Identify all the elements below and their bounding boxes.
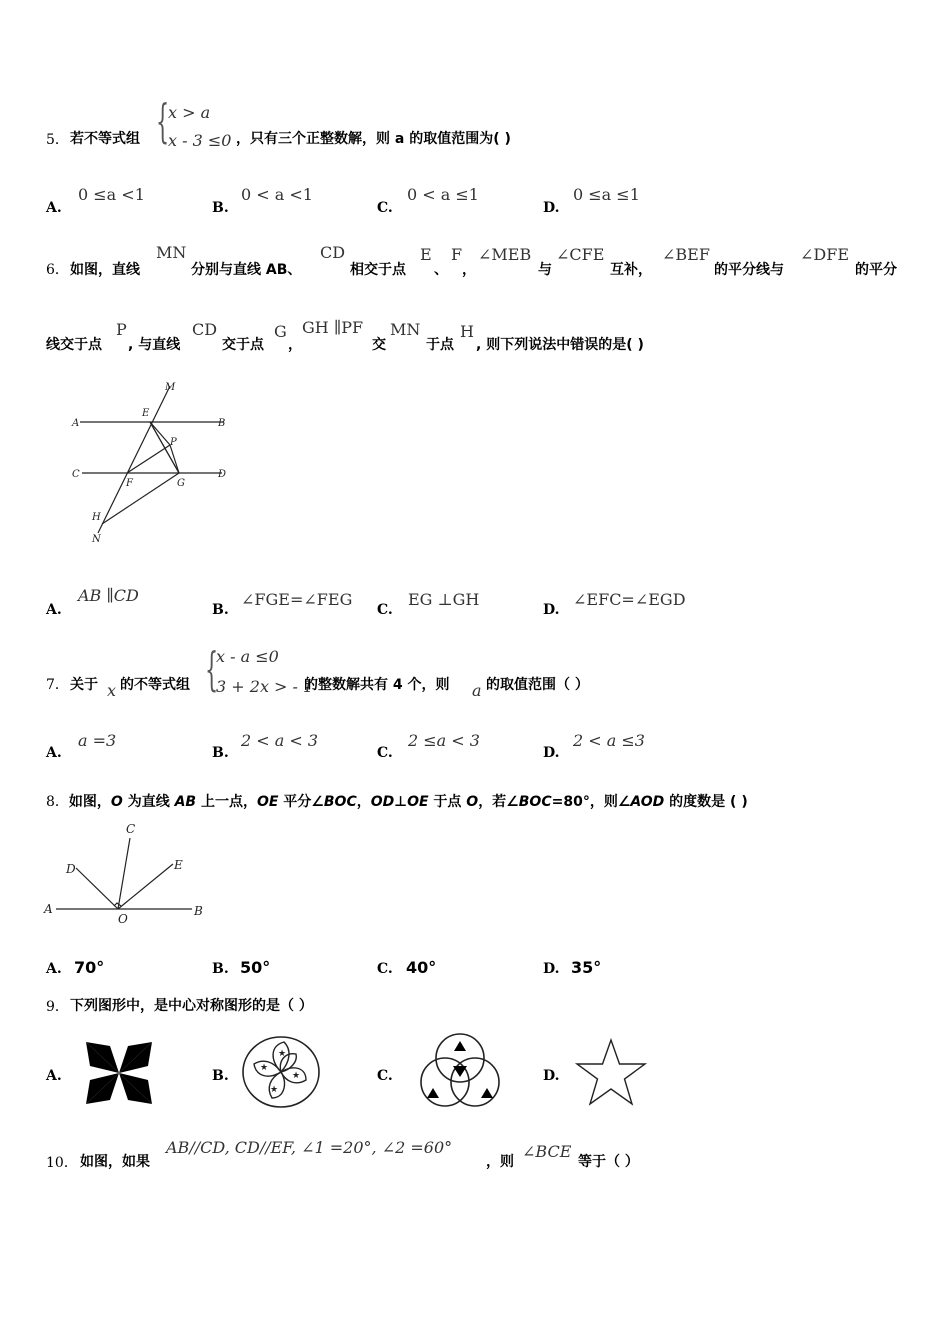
bauhinia-icon [240, 1034, 322, 1110]
q9-option-b-label: B. [212, 1068, 229, 1084]
q6-math: F [451, 245, 463, 264]
q8-figure [40, 818, 220, 930]
q7-text: 关于 [70, 677, 98, 693]
label-p: P [170, 437, 177, 448]
q5-option-d-label: D. [543, 200, 560, 216]
q8-option-d-text: 35° [571, 958, 602, 977]
q6-option-c-label: C. [377, 602, 393, 618]
q5-option-a-text: 0 ≤a <1 [78, 185, 145, 204]
q6-math: ∠CFE [556, 245, 605, 264]
q6-option-d-text: ∠EFC=∠EGD [573, 590, 686, 609]
right-angle-mark [114, 903, 121, 906]
q6-math: ∠MEB [478, 245, 532, 264]
q8-option-d-label: D. [543, 961, 560, 977]
q10-text: 等于（ ） [578, 1154, 639, 1170]
q6-option-a-text: AB ∥CD [78, 586, 139, 605]
q6-math: E [420, 245, 432, 264]
label-a: A [44, 902, 53, 916]
q8-option-c-text: 40° [406, 958, 437, 977]
q6-math: H [460, 322, 474, 341]
q6-math: MN [390, 320, 421, 339]
q5-sys-line2: x - 3 ≤0 [168, 131, 232, 150]
q10-text: 如图，如果 [80, 1154, 150, 1170]
label-c: C [72, 469, 80, 480]
q6-option-a-label: A. [46, 602, 62, 618]
q7-sys-line2: 3 + 2x > - 1 [216, 677, 314, 696]
q7-text: 的不等式组 [120, 677, 190, 693]
q6-text: 的平分线与 [714, 262, 784, 278]
q9-option-d-label: D. [543, 1068, 560, 1084]
q6-text: ， [462, 262, 476, 278]
q6-math: ∠BEF [662, 245, 710, 264]
q8-text: 为直线 [122, 794, 175, 810]
q8-text: 于点 [428, 794, 467, 810]
label-f: F [126, 478, 133, 489]
q7-var-a: a [472, 681, 482, 700]
q6-math: GH ∥PF [302, 318, 364, 337]
q5-option-c-label: C. [377, 200, 393, 216]
q6-math: CD [320, 243, 346, 262]
q5-number: 5． [46, 132, 69, 148]
q6-text: 互补， [610, 262, 652, 278]
star-icon [574, 1038, 648, 1106]
q5-prefix: 若不等式组 [70, 131, 140, 147]
label-d: D [218, 469, 227, 480]
q5-brace: { [156, 94, 170, 148]
label-a: A [72, 418, 80, 429]
q5-sys-line1: x > a [168, 103, 211, 122]
q8-bold: OD [370, 794, 395, 810]
ray-od [76, 868, 118, 909]
ray-oc [118, 838, 130, 909]
q9-number: 9． [46, 999, 69, 1015]
q6-text: 、 [434, 262, 448, 278]
q6-text: 交于点 [222, 337, 264, 353]
q8-bold: O [110, 794, 123, 810]
q7-option-c-text: 2 ≤a < 3 [408, 731, 480, 750]
label-e: E [142, 408, 150, 419]
q6-text: 与 [538, 262, 552, 278]
q6-math: ∠DFE [800, 245, 850, 264]
label-h: H [92, 512, 101, 523]
q8-text: ，若∠ [478, 794, 519, 810]
q6-math: MN [156, 243, 187, 262]
q8-bold: OE [256, 794, 279, 810]
q7-brace: { [205, 642, 219, 696]
q7-text: 的整数解共有 4 个，则 [304, 677, 450, 693]
q5-option-b-label: B. [212, 200, 229, 216]
q6-text: 分别与直线 AB、 [191, 262, 302, 278]
q8-option-c-label: C. [377, 961, 393, 977]
q6-math: P [116, 320, 127, 339]
label-n: N [92, 534, 101, 545]
q9-text: 下列图形中，是中心对称图形的是（ ） [70, 998, 313, 1014]
label-g: G [177, 478, 185, 489]
q6-text: 于点 [426, 337, 454, 353]
q6-option-b-label: B. [212, 602, 229, 618]
q7-option-a-text: a =3 [78, 731, 117, 750]
q7-option-d-label: D. [543, 745, 560, 761]
q9-option-a-label: A. [46, 1068, 62, 1084]
q8-text: =80°，则∠ [551, 794, 631, 810]
ray-oe [118, 864, 173, 909]
q8-option-a-text: 70° [74, 958, 105, 977]
q7-var-x: x [107, 681, 117, 700]
q8-text: 平分∠ [278, 794, 324, 810]
q10-text: ，则 [486, 1154, 514, 1170]
q8-number: 8． [46, 794, 69, 810]
q6-option-d-label: D. [543, 602, 560, 618]
q5-option-c-text: 0 < a ≤1 [407, 185, 479, 204]
q7-option-b-label: B. [212, 745, 229, 761]
q8-bold: O [466, 794, 479, 810]
four-petal-icon [84, 1040, 154, 1106]
segment-fp [127, 445, 170, 473]
q6-option-b-text: ∠FGE=∠FEG [241, 590, 353, 609]
q7-text: 的取值范围（ ） [486, 677, 589, 693]
q8-bold: OE [407, 794, 429, 810]
q6-text: 的平分 [855, 262, 897, 278]
q8-option-a-label: A. [46, 961, 62, 977]
q9-option-c-label: C. [377, 1068, 393, 1084]
q8-text: ⊥ [394, 794, 408, 810]
q6-number: 6． [46, 262, 69, 278]
q7-option-c-label: C. [377, 745, 393, 761]
label-b: B [218, 418, 226, 429]
q8-bold: BOC [323, 794, 357, 810]
q8-text: 的度数是 ( ) [664, 794, 748, 810]
q8-stem [46, 791, 748, 811]
q6-text: , 与直线 [128, 337, 181, 353]
q8-text: 上一点， [196, 794, 257, 810]
q5-option-a-label: A. [46, 200, 62, 216]
label-o: O [118, 912, 128, 926]
q6-text: 相交于点 [350, 262, 406, 278]
segment-gh [102, 473, 179, 524]
svg-text:★: ★ [260, 1063, 269, 1073]
label-e: E [174, 858, 183, 872]
q10-angle: ∠BCE [522, 1142, 572, 1161]
q7-sys-line1: x - a ≤0 [216, 647, 279, 666]
q6-text: ， [288, 337, 302, 353]
q8-bold: BOC [518, 794, 552, 810]
label-b: B [194, 904, 203, 918]
q8-text: ， [356, 794, 371, 810]
q5-suffix: ，只有三个正整数解，则 a 的取值范围为( ) [236, 131, 511, 147]
q7-option-d-text: 2 < a ≤3 [573, 731, 645, 750]
q8-bold: AB [174, 794, 197, 810]
q8-text: 如图， [68, 794, 111, 810]
q6-figure [46, 378, 256, 550]
q6-text: 交 [372, 337, 386, 353]
q5-option-b-text: 0 < a <1 [241, 185, 313, 204]
q7-option-a-label: A. [46, 745, 62, 761]
line-mn [98, 386, 170, 533]
label-c: C [126, 822, 136, 836]
q8-option-b-text: 50° [240, 958, 271, 977]
svg-text:★: ★ [270, 1085, 279, 1095]
label-m: M [165, 382, 176, 393]
triquetra-icon [414, 1028, 506, 1108]
q7-option-b-text: 2 < a < 3 [241, 731, 319, 750]
q6-text: , 则下列说法中错误的是( ) [476, 337, 644, 353]
q6-math: CD [192, 320, 218, 339]
q6-option-c-text: EG ⊥GH [408, 590, 480, 609]
q8-bold: AOD [630, 794, 665, 810]
q6-text: 如图，直线 [70, 262, 140, 278]
q10-expression: AB//CD, CD//EF, ∠1 =20°, ∠2 =60° [166, 1138, 453, 1157]
q5-option-d-text: 0 ≤a ≤1 [573, 185, 640, 204]
label-d: D [66, 862, 76, 876]
q7-number: 7． [46, 677, 69, 693]
q6-text: 线交于点 [46, 337, 102, 353]
q8-option-b-label: B. [212, 961, 229, 977]
q10-number: 10． [46, 1155, 78, 1171]
q6-math: G [274, 322, 287, 341]
svg-text:★: ★ [292, 1071, 301, 1081]
svg-text:★: ★ [278, 1049, 287, 1059]
